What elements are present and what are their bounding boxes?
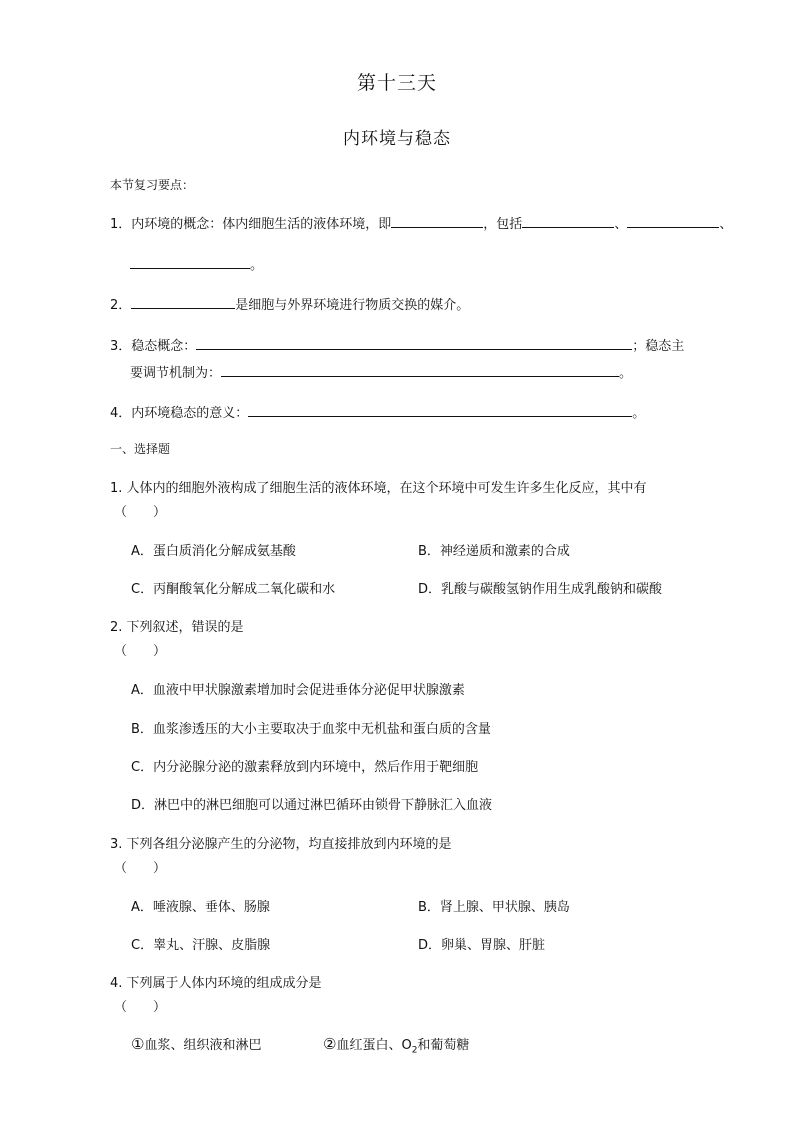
question-stem: 3. 下列各组分泌腺产生的分泌物，均直接排放到内环境的是	[110, 837, 452, 852]
circled-number: ②	[323, 1035, 337, 1053]
item-text: 。	[619, 366, 633, 381]
item-number: 2．	[110, 298, 132, 313]
item-number: 1．	[110, 217, 132, 232]
item-text: 要调节机制为：	[130, 366, 222, 381]
answer-blank[interactable]	[627, 214, 719, 228]
option-b[interactable]: B．肾上腺、甲状腺、胰岛	[418, 900, 570, 915]
item-text: 。	[250, 258, 264, 273]
answer-parentheses[interactable]: （ ）	[114, 861, 167, 876]
answer-parentheses[interactable]: （ ）	[114, 1000, 167, 1015]
item-text: 、	[614, 217, 628, 232]
answer-parentheses[interactable]: （ ）	[114, 644, 167, 659]
question-stem: 2. 下列叙述，错误的是	[110, 620, 244, 635]
statement-text: 和葡萄糖	[417, 1038, 470, 1053]
statement-text: 血浆、组织液和淋巴	[144, 1038, 262, 1053]
answer-parentheses[interactable]: （ ）	[114, 505, 167, 520]
option-d[interactable]: D．卵巢、胃腺、肝脏	[418, 938, 546, 953]
statement-text: 血红蛋白、O	[336, 1038, 412, 1053]
item-number: 3．	[110, 339, 132, 354]
question-stem: 1. 人体内的细胞外液构成了细胞生活的液体环境，在这个环境中可发生许多生化反应，其中有	[110, 481, 647, 496]
option-d[interactable]: D．淋巴中的淋巴细胞可以通过淋巴循环由锁骨下静脉汇入血液	[131, 798, 493, 813]
review-item-1	[110, 213, 732, 232]
circled-number: ①	[131, 1035, 145, 1053]
option-b[interactable]: B．神经递质和激素的合成	[418, 544, 570, 559]
section-heading: 一、选择题	[110, 442, 171, 456]
answer-blank[interactable]	[391, 214, 483, 228]
statement-2	[323, 1034, 469, 1056]
item-text: ，包括	[483, 217, 523, 232]
subscript: 2	[411, 1045, 418, 1056]
answer-blank[interactable]	[221, 363, 619, 377]
answer-blank[interactable]	[196, 336, 632, 350]
review-item-2	[110, 294, 469, 313]
option-a[interactable]: A．血液中甲状腺激素增加时会促进垂体分泌促甲状腺激素	[131, 683, 465, 698]
review-item-4	[110, 402, 645, 421]
review-item-1-cont	[130, 254, 263, 273]
answer-blank[interactable]	[130, 255, 250, 269]
item-text: 、	[719, 217, 733, 232]
statement-1	[131, 1034, 261, 1053]
answer-blank[interactable]	[522, 214, 614, 228]
answer-blank[interactable]	[248, 403, 632, 417]
review-item-3-cont	[130, 362, 632, 381]
review-item-3	[110, 335, 684, 354]
item-text: 是细胞与外界环境进行物质交换的媒介。	[235, 298, 470, 313]
option-c[interactable]: C．内分泌腺分泌的激素释放到内环境中，然后作用于靶细胞	[131, 760, 479, 775]
answer-blank[interactable]	[131, 295, 235, 309]
option-c[interactable]: C．睾丸、汗腺、皮脂腺	[131, 938, 271, 953]
option-a[interactable]: A．唾液腺、垂体、肠腺	[131, 900, 270, 915]
review-heading: 本节复习要点：	[110, 178, 195, 192]
page-subtitle: 内环境与稳态	[343, 129, 451, 149]
option-a[interactable]: A．蛋白质消化分解成氨基酸	[131, 544, 296, 559]
page-title: 第十三天	[356, 72, 437, 94]
option-c[interactable]: C．丙酮酸氧化分解成二氧化碳和水	[131, 582, 336, 597]
option-b[interactable]: B．血浆渗透压的大小主要取决于血浆中无机盐和蛋白质的含量	[131, 722, 491, 737]
option-d[interactable]: D．乳酸与碳酸氢钠作用生成乳酸钠和碳酸	[418, 582, 663, 597]
item-text: ；稳态主	[632, 339, 685, 354]
item-text: 稳态概念：	[131, 339, 197, 354]
item-number: 4．	[110, 406, 132, 421]
item-text: 内环境稳态的意义：	[131, 406, 249, 421]
item-text: 内环境的概念：体内细胞生活的液体环境，即	[131, 217, 392, 232]
question-stem: 4. 下列属于人体内环境的组成成分是	[110, 976, 322, 991]
item-text: 。	[632, 406, 646, 421]
